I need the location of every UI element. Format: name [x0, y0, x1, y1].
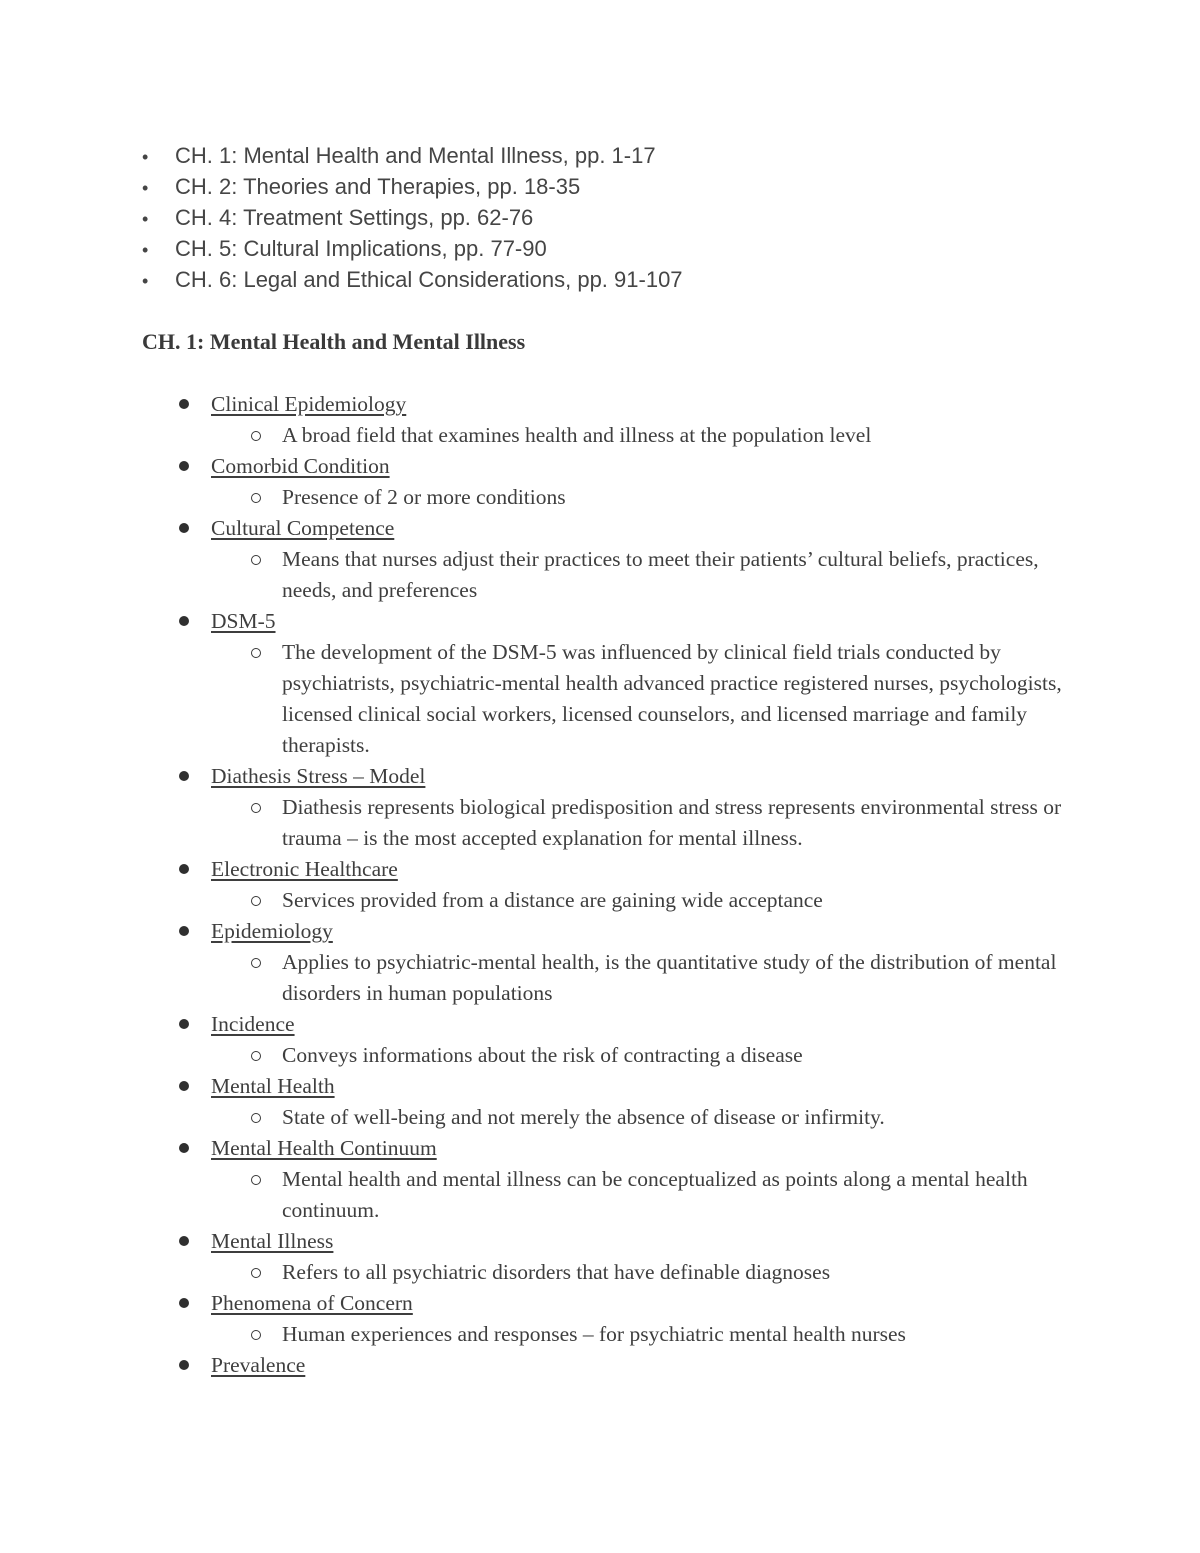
chapter-label: CH. 6: Legal and Ethical Considerations, pp. 91-107 — [175, 267, 683, 292]
hollow-bullet-icon — [251, 1113, 261, 1123]
term-item — [175, 1350, 1065, 1381]
term-row — [175, 606, 1065, 637]
term-label: Epidemiology — [211, 919, 333, 943]
term-item — [175, 1009, 1065, 1071]
chapter-item — [142, 140, 683, 171]
term-row — [175, 916, 1065, 947]
definition-text: The development of the DSM-5 was influenced by clinical field trials conducted by psychiatrists, psychiatric-mental health advanced practice registered nurses, psychologists, licensed clinical social workers, licensed counselors, and licensed marriage and family therapists. — [282, 640, 1062, 757]
term-item — [175, 513, 1065, 606]
term-label: Mental Illness — [211, 1229, 334, 1253]
term-definition — [175, 947, 1065, 1009]
chapter-label: CH. 4: Treatment Settings, pp. 62-76 — [175, 205, 534, 230]
term-label: Mental Health — [211, 1074, 335, 1098]
filled-bullet-icon — [179, 1360, 189, 1370]
term-label: Incidence — [211, 1012, 295, 1036]
hollow-bullet-icon — [251, 1268, 261, 1278]
hollow-bullet-icon — [251, 493, 261, 503]
term-definition — [175, 1319, 1065, 1350]
definition-text: Presence of 2 or more conditions — [282, 485, 566, 509]
term-label: Cultural Competence — [211, 516, 395, 540]
definition-text: Refers to all psychiatric disorders that have definable diagnoses — [282, 1260, 831, 1284]
term-row — [175, 389, 1065, 420]
section-heading: CH. 1: Mental Health and Mental Illness — [142, 329, 526, 354]
hollow-bullet-icon — [251, 555, 261, 565]
definition-text: A broad field that examines health and illness at the population level — [282, 423, 872, 447]
term-row — [175, 854, 1065, 885]
chapter-item — [142, 233, 683, 264]
term-item — [175, 451, 1065, 513]
term-item — [175, 1226, 1065, 1288]
filled-bullet-icon — [179, 1298, 189, 1308]
term-definition — [175, 637, 1065, 761]
term-row — [175, 1071, 1065, 1102]
term-definition — [175, 482, 1065, 513]
bullet-icon: • — [142, 209, 149, 229]
filled-bullet-icon — [179, 1081, 189, 1091]
term-label: Clinical Epidemiology — [211, 392, 407, 416]
term-list — [175, 389, 1065, 1381]
term-row — [175, 513, 1065, 544]
term-row — [175, 1226, 1065, 1257]
hollow-bullet-icon — [251, 1330, 261, 1340]
filled-bullet-icon — [179, 864, 189, 874]
filled-bullet-icon — [179, 926, 189, 936]
term-row — [175, 761, 1065, 792]
chapter-label: CH. 2: Theories and Therapies, pp. 18-35 — [175, 174, 581, 199]
term-definition — [175, 420, 1065, 451]
hollow-bullet-icon — [251, 1051, 261, 1061]
term-label: Phenomena of Concern — [211, 1291, 413, 1315]
term-row — [175, 1350, 1065, 1381]
term-item — [175, 606, 1065, 761]
chapter-label: CH. 1: Mental Health and Mental Illness, pp. 1-17 — [175, 143, 656, 168]
term-row — [175, 1133, 1065, 1164]
definition-text: Applies to psychiatric-mental health, is the quantitative study of the distribution of mental disorders in human populations — [282, 950, 1057, 1005]
hollow-bullet-icon — [251, 803, 261, 813]
bullet-icon: • — [142, 147, 149, 167]
definition-text: Conveys informations about the risk of contracting a disease — [282, 1043, 803, 1067]
chapter-label: CH. 5: Cultural Implications, pp. 77-90 — [175, 236, 547, 261]
definition-text: Mental health and mental illness can be conceptualized as points along a mental health continuum. — [282, 1167, 1028, 1222]
chapter-item — [142, 202, 683, 233]
term-row — [175, 1009, 1065, 1040]
term-item — [175, 1133, 1065, 1226]
term-definition — [175, 885, 1065, 916]
chapter-list — [142, 140, 683, 295]
filled-bullet-icon — [179, 1019, 189, 1029]
chapter-item — [142, 264, 683, 295]
definition-text: State of well-being and not merely the absence of disease or infirmity. — [282, 1105, 885, 1129]
filled-bullet-icon — [179, 1143, 189, 1153]
hollow-bullet-icon — [251, 1175, 261, 1185]
term-row — [175, 451, 1065, 482]
term-item — [175, 1071, 1065, 1133]
hollow-bullet-icon — [251, 648, 261, 658]
definition-text: Means that nurses adjust their practices to meet their patients’ cultural beliefs, practices, needs, and preferences — [282, 547, 1039, 602]
bullet-icon: • — [142, 178, 149, 198]
filled-bullet-icon — [179, 399, 189, 409]
filled-bullet-icon — [179, 523, 189, 533]
definition-text: Diathesis represents biological predisposition and stress represents environmental stress or trauma – is the most accepted explanation for mental illness. — [282, 795, 1062, 850]
term-label: Diathesis Stress – Model — [211, 764, 426, 788]
term-definition — [175, 1040, 1065, 1071]
hollow-bullet-icon — [251, 431, 261, 441]
hollow-bullet-icon — [251, 896, 261, 906]
filled-bullet-icon — [179, 771, 189, 781]
term-definition — [175, 1164, 1065, 1226]
hollow-bullet-icon — [251, 958, 261, 968]
term-label: Prevalence — [211, 1353, 306, 1377]
term-label: DSM-5 — [211, 609, 276, 633]
definition-text: Human experiences and responses – for psychiatric mental health nurses — [282, 1322, 906, 1346]
filled-bullet-icon — [179, 1236, 189, 1246]
term-item — [175, 761, 1065, 854]
filled-bullet-icon — [179, 616, 189, 626]
term-definition — [175, 792, 1065, 854]
bullet-icon: • — [142, 240, 149, 260]
chapter-item — [142, 171, 683, 202]
bullet-icon: • — [142, 271, 149, 291]
term-definition — [175, 544, 1065, 606]
term-definition — [175, 1257, 1065, 1288]
filled-bullet-icon — [179, 461, 189, 471]
term-item — [175, 1288, 1065, 1350]
term-label: Mental Health Continuum — [211, 1136, 437, 1160]
term-label: Electronic Healthcare — [211, 857, 398, 881]
definition-text: Services provided from a distance are gaining wide acceptance — [282, 888, 823, 912]
term-item — [175, 854, 1065, 916]
term-definition — [175, 1102, 1065, 1133]
term-label: Comorbid Condition — [211, 454, 390, 478]
term-item — [175, 916, 1065, 1009]
term-item — [175, 389, 1065, 451]
term-row — [175, 1288, 1065, 1319]
